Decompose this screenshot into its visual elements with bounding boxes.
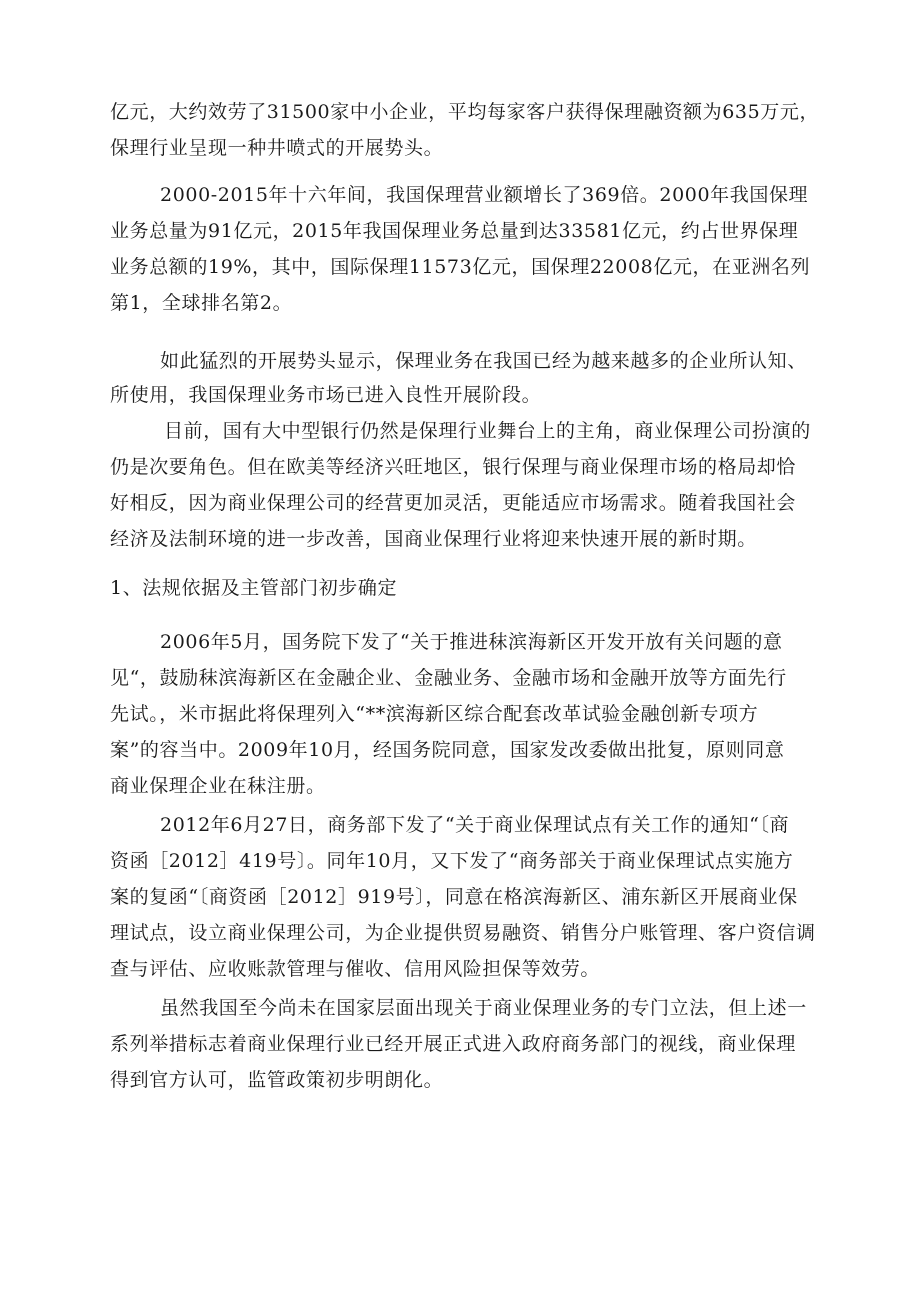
text-line-3: 2000-2015年十六年间，我国保理营业额增长了369倍。2000年我国保理 [160,184,809,206]
text-line-5: 业务总额的19%，其中，国际保理11573亿元，国保理22008亿元，在亚洲名列 [110,256,811,278]
text-line-7: 如此猛烈的开展势头显示，保理业务在我国已经为越来越多的企业所认知、 [160,350,807,372]
text-line-10: 仍是次要角色。但在欧美等经济兴旺地区，银行保理与商业保理市场的格局却恰 [110,456,797,478]
text-line-4: 业务总量为91亿元，2015年我国保理业务总量到达33581亿元，约占世界保理 [110,220,799,242]
text-line-9: 目前，国有大中型银行仍然是保理行业舞台上的主角，商业保理公司扮演的 [164,420,811,442]
text-line-19: 2012年6月27日，商务部下发了“关于商业保理试点有关工作的通知“〔商 [160,814,790,836]
text-line-17: 案”的容当中。2009年10月，经国务院同意，国家发改委做出批复，原则同意 [110,739,785,761]
section-heading: 1、法规依据及主管部门初步确定 [110,577,398,599]
text-line-6: 第1，全球排名第2。 [110,292,293,314]
text-line-1: 亿元，大约效劳了31500家中小企业，平均每家客户获得保理融资额为635万元， [110,101,820,123]
text-line-18: 商业保理企业在秣注册。 [110,775,326,797]
text-line-11: 好相反，因为商业保理公司的经营更加灵活，更能适应市场需求。随着我国社会 [110,492,797,514]
text-line-14: 2006年5月，国务院下发了“关于推进秣滨海新区开发开放有关问题的意 [160,631,783,653]
text-line-20: 资函［2012］419号〕。同年10月，又下发了“商务部关于商业保理试点实施方 [110,850,794,872]
text-line-15: 见“，鼓励秣滨海新区在金融企业、金融业务、金融市场和金融开放等方面先行 [110,667,787,689]
text-line-16: 先试。，米市据此将保理列入“**滨海新区综合配套改革试验金融创新专项方 [110,703,759,725]
text-line-8: 所使用，我国保理业务市场已进入良性开展阶段。 [110,384,542,406]
text-line-12: 经济及法制环境的进一步改善，国商业保理行业将迎来快速开展的新时期。 [110,528,757,550]
text-line-24: 虽然我国至今尚未在国家层面出现关于商业保理业务的专门立法，但上述一 [160,997,807,1019]
text-line-22: 理试点，设立商业保理公司，为企业提供贸易融资、销售分户账管理、客户资信调 [110,922,816,944]
text-line-2: 保理行业呈现一种井喷式的开展势头。 [110,137,444,159]
text-line-25: 系列举措标志着商业保理行业已经开展正式进入政府商务部门的视线，商业保理 [110,1033,797,1055]
text-line-26: 得到官方认可，监管政策初步明朗化。 [110,1069,444,1091]
text-line-21: 案的复函“〔商资函［2012］919号〕，同意在格滨海新区、浦东新区开展商业保 [110,886,798,908]
text-line-23: 查与评估、应收账款管理与催收、信用风险担保等效劳。 [110,958,601,980]
